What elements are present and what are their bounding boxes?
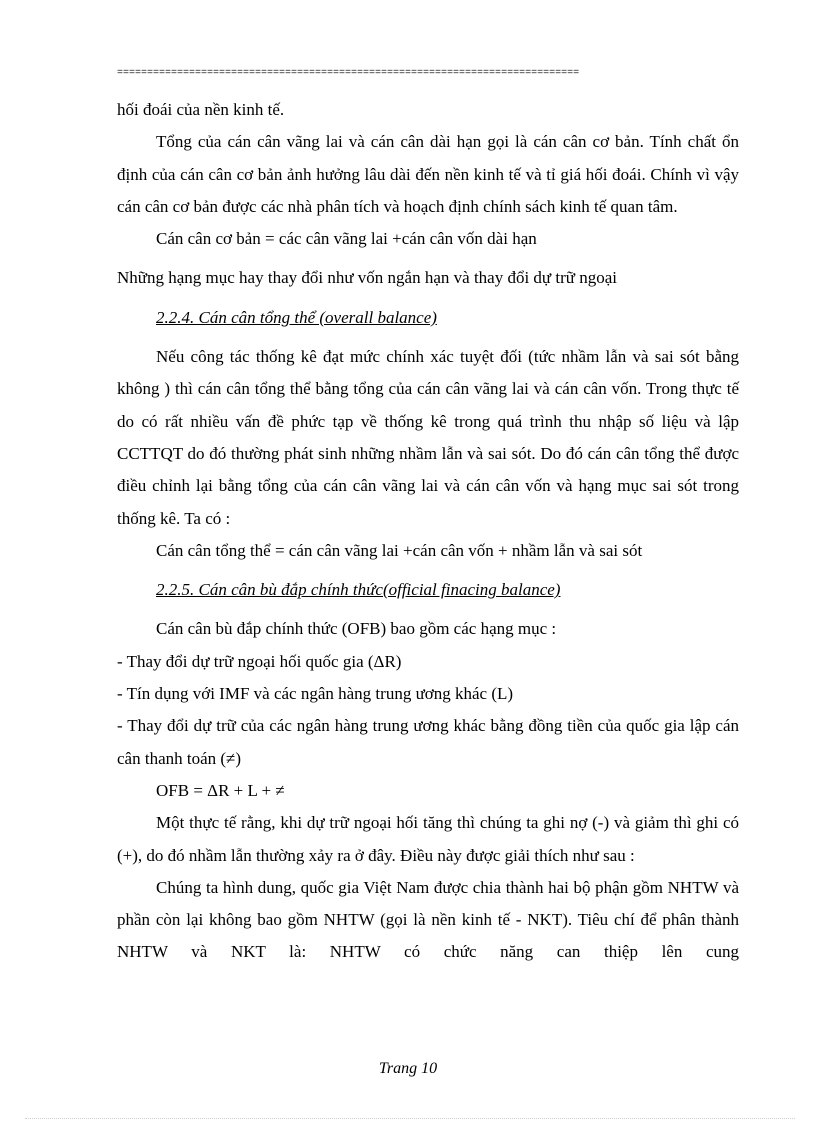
formula-ofb: OFB = ΔR + L + ≠ — [156, 780, 285, 800]
document-body — [117, 94, 739, 969]
header-rule: ============================================================================= — [117, 69, 580, 79]
formula-basic-balance: Cán cân cơ bản = các cân vãng lai +cán cân vốn dài hạn — [156, 229, 537, 249]
formula-overall-balance: Cán cân tổng thể = cán cân vãng lai +cán cân vốn + nhầm lẫn và sai sót — [156, 540, 643, 560]
section-heading-2-2-5: 2.2.5. Cán cân bù đắp chính thức(official finacing balance) — [156, 580, 561, 600]
paragraph: Nếu công tác thống kê đạt mức chính xác tuyệt đối (tức nhầm lẫn và sai sót bằng không ) thì cán cân tổng thể bằng tổng của cán cân vãng lai và cán cân vốn. Trong thực tế do có rất nhiều vấn đề phức tạp về thống kê trong quá trình thu nhập số liệu và lập CCTTQT do đó thường phát sinh những nhầm lẫn và sai sót. Do đó cán cân tổng thể được điều chỉnh lại bằng tổng của cán cân vãng lai và cán cân vốn và hạng mục sai sót trong thống kê. Ta có : — [117, 347, 739, 528]
paragraph: Cán cân bù đắp chính thức (OFB) bao gồm các hạng mục : — [156, 619, 557, 639]
paragraph: Những hạng mục hay thay đổi như vốn ngắn hạn và thay đổi dự trữ ngoại — [117, 268, 618, 288]
paragraph: hối đoái của nền kinh tế. — [117, 100, 285, 119]
section-heading-2-2-4: 2.2.4. Cán cân tổng thể (overall balance) — [156, 307, 437, 327]
page-number: Trang 10 — [378, 1060, 438, 1077]
paragraph: Tổng của cán cân vãng lai và cán cân dài hạn gọi là cán cân cơ bản. Tính chất ổn định của cán cân cơ bản ảnh hưởng lâu dài đến nền kinh tế và tỉ giá hối đoái. Chính vì vậy cán cân cơ bản được các nhà phân tích và hoạch định chính sách kinh tế quan tâm. — [117, 132, 739, 216]
paragraph: Một thực tế rằng, khi dự trữ ngoại hối tăng thì chúng ta ghi nợ (-) và giảm thì ghi có (+), do đó nhầm lẫn thường xảy ra ở đây. Điều này được giải thích như sau : — [117, 813, 739, 865]
paragraph: Chúng ta hình dung, quốc gia Việt Nam được chia thành hai bộ phận gồm NHTW và phần còn lại không bao gồm NHTW (gọi là nền kinh tế - NKT). Tiêu chí để phân thành NHTW và NKT là: NHTW có chức năng can thiệp lên cung — [117, 877, 739, 962]
page-bottom-border — [25, 1118, 795, 1119]
list-item: - Thay đổi dự trữ của các ngân hàng trung ương khác bằng đồng tiền của quốc gia lập cán cân thanh toán (≠) — [117, 716, 739, 768]
list-item: - Thay đổi dự trữ ngoại hối quốc gia (ΔR) — [117, 651, 402, 671]
list-item: - Tín dụng với IMF và các ngân hàng trung ương khác (L) — [117, 684, 514, 704]
